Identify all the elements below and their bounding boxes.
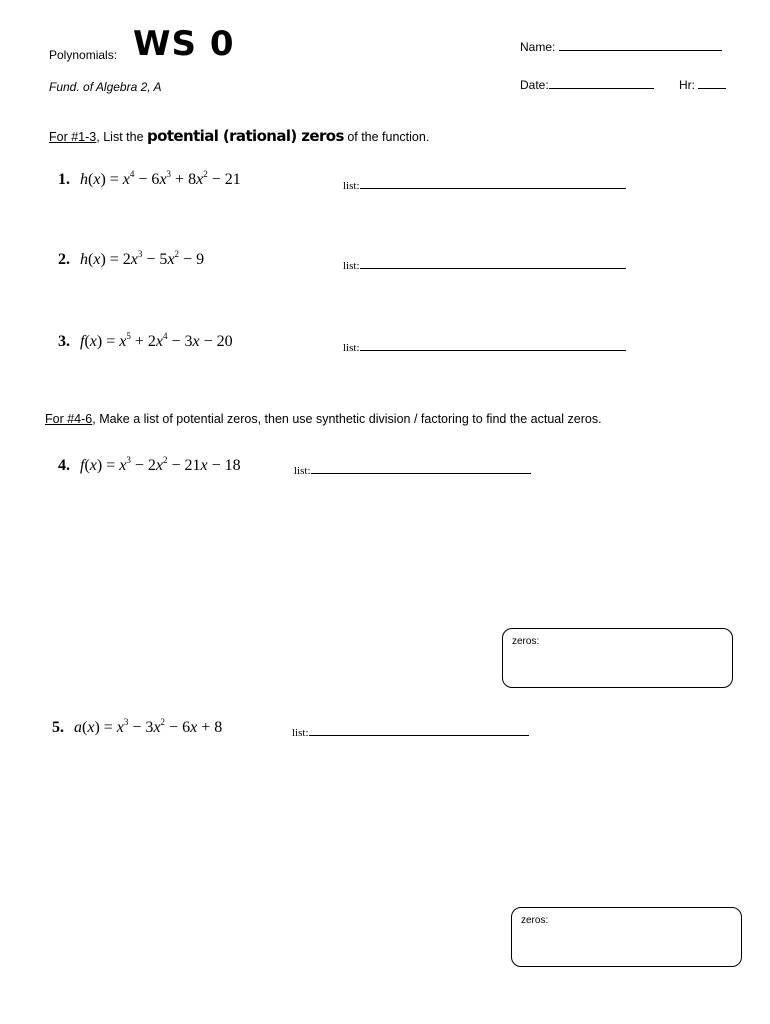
date-field[interactable]	[520, 76, 654, 92]
problem-5: 5. $a(x) = x^3 - 3x^2 - 6x + 8$	[52, 717, 223, 736]
hour-field[interactable]	[679, 76, 726, 92]
problem-3-list[interactable]: list:	[343, 338, 626, 354]
problem-2-list[interactable]: list:	[343, 256, 626, 272]
problem-1-list-blank[interactable]	[360, 176, 626, 189]
problem-4: 4. $f(x) = x^3 - 2x^2 - 21x - 18$	[58, 455, 241, 474]
course-label: Fund. of Algebra 2, A	[49, 80, 162, 94]
problem-3-expression: $x^5 + 2x^4 - 3x - 20$	[119, 331, 233, 350]
problem-5-expression: $x^3 - 3x^2 - 6x + 8$	[116, 717, 223, 736]
name-blank[interactable]	[559, 38, 722, 51]
problem-1: 1. $h(x) = x^4 - 6x^3 + 8x^2 - 21$	[58, 169, 241, 188]
problem-5-list-blank[interactable]	[309, 723, 529, 736]
problem-2: 2. $h(x) = 2x^3 - 5x^2 - 9$	[58, 249, 205, 268]
section2-text: , Make a list of potential zeros, then use synthetic division / factoring to find the actual zeros.	[92, 412, 602, 426]
section1-lead: List the	[103, 130, 144, 144]
problem-4-zeros-label: zeros:	[512, 636, 540, 647]
problem-4-list[interactable]: list:	[294, 461, 531, 477]
section1-tail: of the function.	[347, 130, 430, 144]
date-label: Date:	[520, 78, 549, 92]
section2-ref: For #4-6	[45, 412, 93, 426]
section1-ref: For #1-3	[49, 130, 97, 144]
section2-instructions	[45, 412, 602, 426]
topic-label: Polynomials:	[49, 48, 118, 62]
hour-blank[interactable]	[698, 76, 726, 89]
problem-2-list-blank[interactable]	[360, 256, 626, 269]
problem-4-zeros-box[interactable]	[502, 628, 733, 688]
problem-5-zeros-label: zeros:	[521, 915, 549, 926]
problem-4-list-blank[interactable]	[311, 461, 531, 474]
section1-emphasis: potential (rational) zeros	[147, 127, 344, 145]
problem-1-expression: $x^4 - 6x^3 + 8x^2 - 21$	[122, 169, 241, 188]
date-blank[interactable]	[549, 76, 654, 89]
problem-5-list[interactable]: list:	[292, 723, 529, 739]
section1-instructions: For #1-3, List the potential (rational) zeros of the function.	[49, 127, 430, 145]
hour-label: Hr:	[679, 78, 695, 92]
name-label: Name:	[520, 40, 556, 54]
problem-3: 3. $f(x) = x^5 + 2x^4 - 3x - 20$	[58, 331, 233, 350]
problem-4-expression: $x^3 - 2x^2 - 21x - 18$	[119, 455, 241, 474]
problem-3-list-blank[interactable]	[360, 338, 626, 351]
name-field[interactable]	[520, 38, 722, 54]
problem-1-list[interactable]: list:	[343, 176, 626, 192]
worksheet-title: WS 0	[133, 24, 235, 64]
problem-5-zeros-box[interactable]	[511, 907, 742, 967]
problem-2-expression: $2x^3 - 5x^2 - 9$	[122, 249, 205, 268]
